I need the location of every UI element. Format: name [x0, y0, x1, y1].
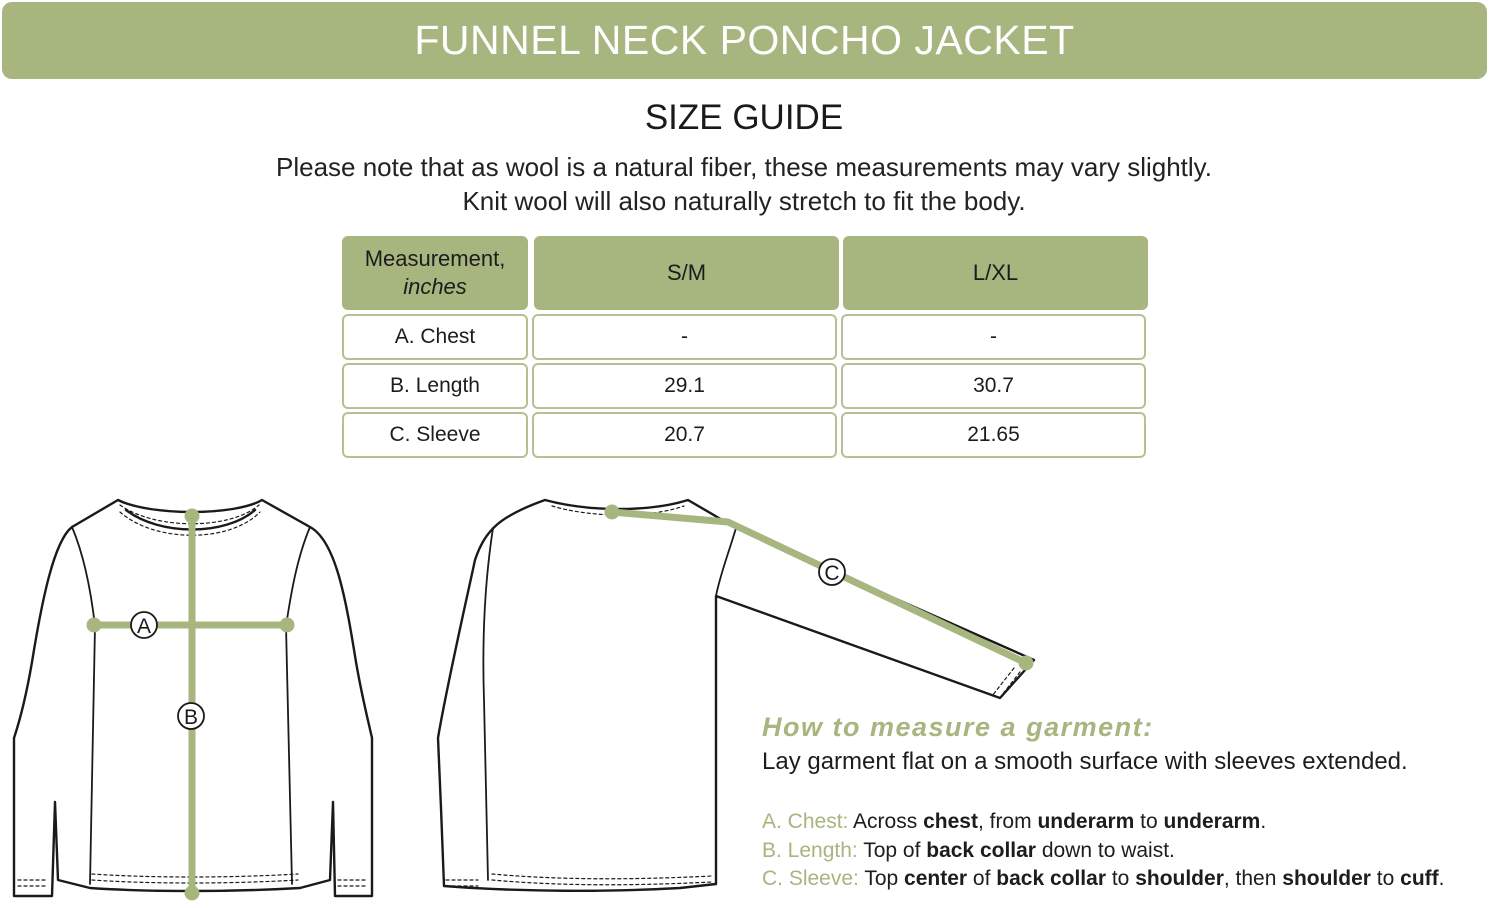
how-to-measure-text: Lay garment flat on a smooth surface with sleeves extended.: [762, 748, 1408, 775]
row-sleeve-sm: 20.7: [532, 412, 837, 458]
size-guide-heading: SIZE GUIDE: [644, 98, 844, 137]
marker-a: [131, 612, 157, 638]
row-sleeve-label: C. Sleeve: [342, 412, 528, 458]
row-chest-label: A. Chest: [342, 314, 528, 360]
header-size-lxl: L/XL: [843, 236, 1148, 310]
svg-text:C: C: [824, 562, 840, 585]
row-chest-lxl: -: [841, 314, 1146, 360]
step-sleeve: C. Sleeve: Top center of back collar to shoulder, then shoulder to cuff.: [762, 867, 1445, 890]
header-size-sm: S/M: [534, 236, 839, 310]
header-unit-label: inches: [403, 274, 467, 299]
row-length-lxl: 30.7: [841, 363, 1146, 409]
note-line-1: Please note that as wool is a natural fiber, these measurements may vary slightly.: [276, 152, 1212, 182]
marker-c: [819, 559, 845, 585]
how-to-measure-title: How to measure a garment:: [762, 712, 1154, 742]
row-chest-sm: -: [532, 314, 837, 360]
step-chest: A. Chest: Across chest, from underarm to underarm.: [762, 810, 1267, 833]
row-length-sm: 29.1: [532, 363, 837, 409]
svg-text:B: B: [183, 706, 199, 729]
row-length-label: B. Length: [342, 363, 528, 409]
note-line-2: Knit wool will also naturally stretch to fit the body.: [462, 186, 1026, 216]
measure-steps: [762, 808, 1500, 894]
marker-b: [178, 703, 204, 729]
sleeve-measure-line: [605, 505, 1034, 671]
product-title: FUNNEL NECK PONCHO JACKET: [414, 17, 1075, 63]
svg-text:A: A: [136, 615, 152, 638]
header-measurement-label: Measurement,: [364, 246, 506, 271]
row-sleeve-lxl: 21.65: [841, 412, 1146, 458]
step-length: B. Length: Top of back collar down to waist.: [762, 838, 1175, 862]
